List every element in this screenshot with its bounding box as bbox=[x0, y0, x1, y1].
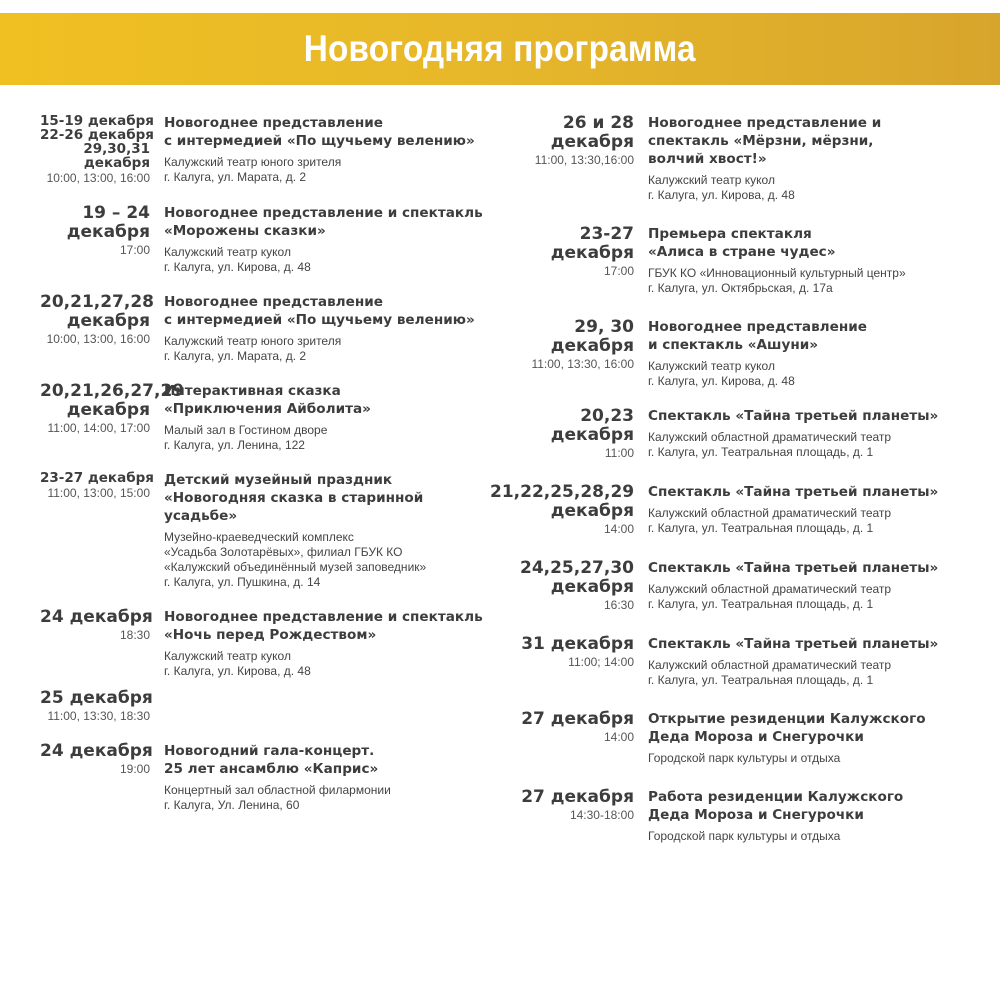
event-date: 19 – 24 bbox=[82, 203, 150, 223]
event-time: 11:00; 14:00 bbox=[568, 655, 634, 669]
event-date: 29,30,31 bbox=[83, 141, 150, 157]
event-item bbox=[490, 407, 995, 461]
event-date: 24 декабря bbox=[40, 607, 153, 627]
venue-line: Калужский областной драматический театр bbox=[648, 506, 892, 520]
event-time: 14:00 bbox=[603, 522, 634, 536]
event-title: Деда Мороза и Снегурочки bbox=[648, 807, 864, 823]
event-date-column bbox=[490, 483, 634, 537]
venue-line: г. Калуга, Ул. Ленина, 60 bbox=[164, 798, 300, 812]
venue-line: г. Калуга, ул. Театральная площадь, д. 1 bbox=[648, 597, 874, 611]
venue-line: Калужский областной драматический театр bbox=[648, 658, 892, 672]
event-venue bbox=[648, 582, 938, 612]
event-title: Спектакль «Тайна третьей планеты» bbox=[648, 484, 939, 500]
venue-line: г. Калуга, ул. Кирова, д. 48 bbox=[648, 374, 795, 388]
venue-line: Калужский театр кукол bbox=[164, 245, 291, 259]
event-date-column bbox=[40, 741, 153, 777]
event-item bbox=[490, 225, 995, 296]
event-title: Интерактивная сказка bbox=[164, 383, 341, 399]
venue-line: Городской парк культуры и отдыха bbox=[648, 829, 841, 843]
event-title: «Ночь перед Рождеством» bbox=[164, 627, 377, 643]
event-title: «Приключения Айболита» bbox=[164, 401, 371, 417]
event-date: 27 декабря bbox=[521, 709, 634, 729]
event-date: 23-27 декабря bbox=[40, 470, 154, 486]
venue-line: г. Калуга, ул. Театральная площадь, д. 1 bbox=[648, 673, 874, 687]
event-title: Новогоднее представление bbox=[648, 319, 867, 335]
event-title: Новогодний гала-концерт. bbox=[164, 743, 375, 759]
event-venue bbox=[648, 430, 938, 460]
event-item bbox=[490, 559, 995, 613]
event-item bbox=[40, 742, 485, 813]
event-date: декабря bbox=[83, 155, 150, 171]
event-title: Открытие резиденции Калужского bbox=[648, 711, 926, 727]
event-title: Новогоднее представление и спектакль bbox=[164, 609, 483, 625]
event-info-column bbox=[648, 635, 938, 688]
event-date: 31 декабря bbox=[521, 634, 634, 654]
event-date-column bbox=[40, 381, 185, 436]
event-info-column bbox=[164, 742, 391, 813]
venue-line: г. Калуга, ул. Кирова, д. 48 bbox=[648, 188, 795, 202]
event-date: 29, 30 bbox=[574, 317, 634, 337]
event-info-column bbox=[164, 114, 475, 185]
event-date: 21,22,25,28,29 bbox=[490, 482, 635, 502]
event-time: 14:30-18:00 bbox=[569, 808, 634, 822]
event-info-column bbox=[164, 382, 371, 453]
venue-line: Городской парк культуры и отдыха bbox=[648, 751, 841, 765]
event-info-column bbox=[164, 608, 483, 679]
event-date: 15-19 декабря bbox=[40, 113, 154, 129]
event-title: Новогоднее представление bbox=[164, 115, 383, 131]
event-date: декабря bbox=[66, 400, 150, 420]
event-date: декабря bbox=[550, 501, 634, 521]
event-date: декабря bbox=[66, 222, 150, 242]
event-title: Спектакль «Тайна третьей планеты» bbox=[648, 408, 939, 424]
event-info-column bbox=[648, 318, 867, 389]
event-date-column bbox=[40, 113, 154, 186]
event-item bbox=[40, 293, 485, 364]
venue-line: ГБУК КО «Инновационный культурный центр» bbox=[648, 266, 906, 280]
event-date: декабря bbox=[550, 132, 634, 152]
event-info-column bbox=[164, 293, 475, 364]
event-item bbox=[490, 483, 995, 537]
event-time: 17:00 bbox=[603, 264, 634, 278]
event-venue bbox=[164, 334, 475, 364]
event-title: и спектакль «Ашуни» bbox=[648, 337, 819, 353]
event-item bbox=[490, 710, 995, 766]
event-time: 11:00, 14:00, 17:00 bbox=[47, 421, 150, 435]
venue-line: Калужский театр юного зрителя bbox=[164, 155, 342, 169]
venue-line: Малый зал в Гостином дворе bbox=[164, 423, 328, 437]
venue-line: г. Калуга, ул. Театральная площадь, д. 1 bbox=[648, 521, 874, 535]
event-title: Спектакль «Тайна третьей планеты» bbox=[648, 636, 939, 652]
event-info-column bbox=[648, 788, 903, 844]
event-date-column bbox=[490, 635, 634, 670]
event-time: 11:00, 13:30, 18:30 bbox=[47, 709, 150, 723]
event-title: волчий хвост!» bbox=[648, 151, 767, 167]
event-date-column bbox=[40, 292, 155, 347]
event-time: 10:00, 13:00, 16:00 bbox=[46, 171, 150, 185]
event-date-column bbox=[490, 225, 634, 279]
venue-line: г. Калуга, ул. Кирова, д. 48 bbox=[164, 260, 311, 274]
event-date-column bbox=[40, 204, 150, 258]
venue-line: г. Калуга, ул. Марата, д. 2 bbox=[164, 170, 307, 184]
venue-line: Калужский театр кукол bbox=[164, 649, 291, 663]
venue-line: г. Калуга, ул. Пушкина, д. 14 bbox=[164, 575, 321, 589]
event-info-column bbox=[648, 483, 938, 536]
event-venue bbox=[648, 751, 926, 766]
event-item bbox=[490, 635, 995, 688]
event-title: спектакль «Мёрзни, мёрзни, bbox=[648, 133, 874, 149]
venue-line: г. Калуга, ул. Театральная площадь, д. 1 bbox=[648, 445, 874, 459]
venue-line: г. Калуга, ул. Ленина, 122 bbox=[164, 438, 305, 452]
venue-line: г. Калуга, ул. Октябрьская, д. 17а bbox=[648, 281, 833, 295]
event-venue bbox=[648, 266, 906, 296]
event-date: 26 и 28 bbox=[562, 113, 634, 133]
event-date: декабря bbox=[66, 311, 150, 331]
event-item bbox=[40, 382, 485, 453]
event-info-column bbox=[164, 204, 483, 275]
venue-line: «Калужский объединённый музей заповедник» bbox=[164, 560, 427, 574]
event-title: «Алиса в стране чудес» bbox=[648, 244, 836, 260]
event-date-column bbox=[40, 688, 153, 724]
event-title: Премьера спектакля bbox=[648, 226, 812, 242]
event-title: Новогоднее представление bbox=[164, 294, 383, 310]
event-date-column bbox=[490, 710, 634, 745]
event-venue bbox=[648, 658, 938, 688]
event-title: усадьбе» bbox=[164, 508, 238, 524]
event-title: Деда Мороза и Снегурочки bbox=[648, 729, 864, 745]
event-title: Детский музейный праздник bbox=[164, 472, 393, 488]
event-item bbox=[490, 788, 995, 844]
event-date: 25 декабря bbox=[40, 688, 153, 708]
program-list-left bbox=[40, 114, 485, 813]
event-date-column bbox=[40, 470, 154, 501]
event-title: Новогоднее представление и спектакль bbox=[164, 205, 483, 221]
venue-line: «Усадьба Золотарёвых», филиал ГБУК КО bbox=[164, 545, 403, 559]
event-venue bbox=[164, 530, 426, 590]
event-date: 23-27 bbox=[579, 224, 634, 244]
venue-line: Калужский театр кукол bbox=[648, 359, 775, 373]
event-time: 11:00 bbox=[604, 446, 634, 460]
event-date: 20,21,27,28 bbox=[40, 292, 155, 312]
header-banner bbox=[0, 13, 1000, 85]
event-time: 14:00 bbox=[603, 730, 634, 744]
event-date-column bbox=[490, 318, 634, 372]
event-date: декабря bbox=[550, 243, 634, 263]
event-extra-date bbox=[40, 689, 485, 724]
event-date: декабря bbox=[550, 577, 634, 597]
event-info-column bbox=[648, 559, 938, 612]
event-date-column bbox=[490, 559, 634, 613]
event-title: «Морожены сказки» bbox=[164, 223, 326, 239]
event-venue bbox=[648, 359, 867, 389]
event-info-column bbox=[648, 407, 938, 460]
event-venue bbox=[164, 649, 483, 679]
event-date: декабря bbox=[550, 336, 634, 356]
event-time: 17:00 bbox=[119, 243, 150, 257]
event-date: 22-26 декабря bbox=[40, 127, 154, 143]
event-time: 11:00, 13:30,16:00 bbox=[534, 153, 634, 167]
event-venue bbox=[648, 829, 903, 844]
venue-line: Калужский областной драматический театр bbox=[648, 582, 892, 596]
event-item bbox=[490, 114, 995, 203]
event-item bbox=[40, 471, 485, 590]
event-item bbox=[40, 114, 485, 186]
event-info-column bbox=[648, 710, 926, 766]
event-date: декабря bbox=[550, 425, 634, 445]
event-venue bbox=[164, 155, 475, 185]
event-title: с интермедией «По щучьему велению» bbox=[164, 312, 475, 328]
venue-line: Калужский театр юного зрителя bbox=[164, 334, 342, 348]
event-venue bbox=[164, 423, 371, 453]
page-title: Новогодняя программа bbox=[304, 28, 696, 69]
event-item bbox=[490, 318, 995, 389]
event-info-column bbox=[648, 114, 881, 203]
event-title: 25 лет ансамблю «Каприс» bbox=[164, 761, 379, 777]
event-time: 19:00 bbox=[119, 762, 150, 776]
event-date-column bbox=[490, 114, 634, 168]
event-title: Новогоднее представление и bbox=[648, 115, 882, 131]
event-title: Спектакль «Тайна третьей планеты» bbox=[648, 560, 939, 576]
event-time: 11:00, 13:00, 15:00 bbox=[47, 486, 150, 500]
event-info-column bbox=[164, 471, 426, 590]
venue-line: Музейно-краеведческий комплекс bbox=[164, 530, 354, 544]
event-date-column bbox=[490, 407, 634, 461]
venue-line: Калужский театр кукол bbox=[648, 173, 775, 187]
event-time: 16:30 bbox=[603, 598, 634, 612]
event-venue bbox=[164, 245, 483, 275]
event-item bbox=[40, 204, 485, 275]
event-venue bbox=[648, 173, 881, 203]
venue-line: Концертный зал областной филармонии bbox=[164, 783, 391, 797]
event-info-column bbox=[648, 225, 906, 296]
venue-line: г. Калуга, ул. Кирова, д. 48 bbox=[164, 664, 311, 678]
event-item bbox=[40, 608, 485, 679]
event-venue bbox=[648, 506, 938, 536]
event-date: 20,23 bbox=[580, 406, 634, 426]
event-title: Работа резиденции Калужского bbox=[648, 789, 904, 805]
event-date: 27 декабря bbox=[521, 787, 634, 807]
event-time: 11:00, 13:30, 16:00 bbox=[531, 357, 634, 371]
event-date: 20,21,26,27,29 bbox=[40, 381, 185, 401]
event-title: с интермедией «По щучьему велению» bbox=[164, 133, 475, 149]
event-title: «Новогодняя сказка в старинной bbox=[164, 490, 424, 506]
event-time: 18:30 bbox=[119, 628, 150, 642]
venue-line: Калужский областной драматический театр bbox=[648, 430, 892, 444]
event-date: 24 декабря bbox=[40, 741, 153, 761]
program-list-right bbox=[490, 114, 995, 844]
event-time: 10:00, 13:00, 16:00 bbox=[46, 332, 150, 346]
event-venue bbox=[164, 783, 391, 813]
event-date-column bbox=[490, 788, 634, 823]
event-date: 24,25,27,30 bbox=[519, 558, 634, 578]
venue-line: г. Калуга, ул. Марата, д. 2 bbox=[164, 349, 307, 363]
event-date-column bbox=[40, 607, 153, 643]
